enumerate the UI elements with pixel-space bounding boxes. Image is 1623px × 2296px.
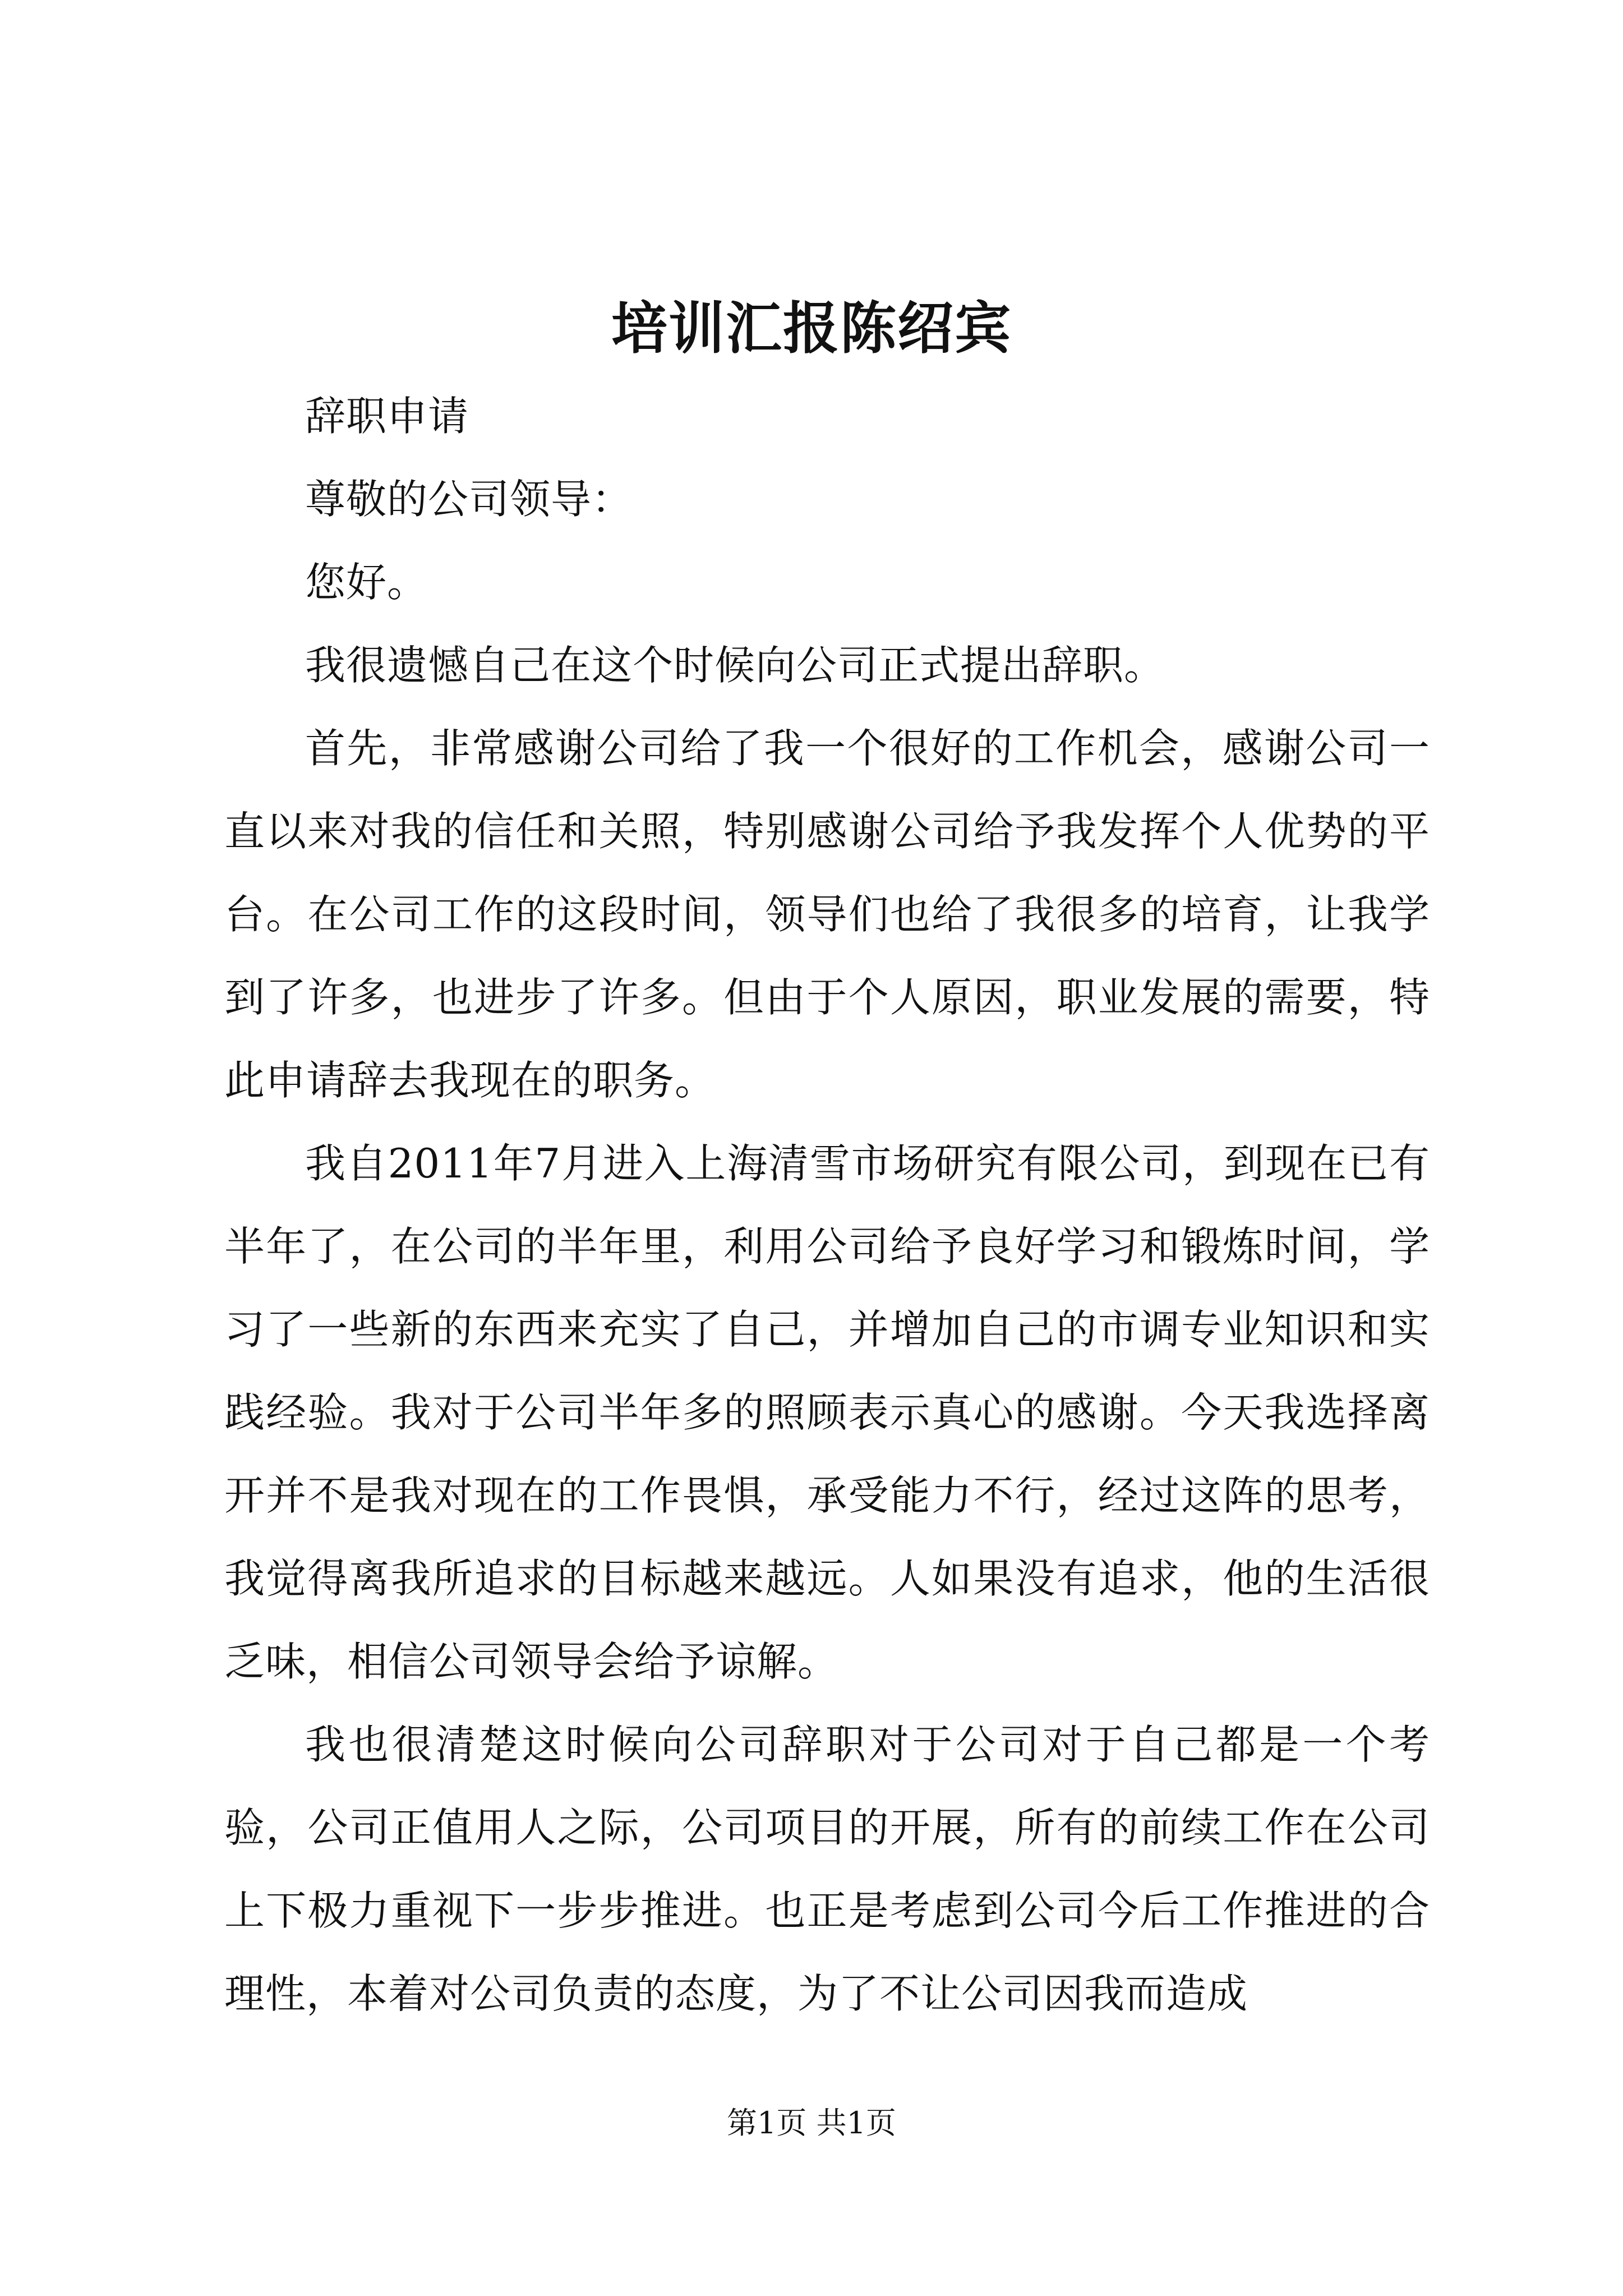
page-footer: 第1页 共1页 — [727, 2105, 896, 2141]
paragraph-salutation: 尊敬的公司领导： — [305, 476, 633, 523]
document-body — [224, 375, 1430, 2035]
paragraph-text: 首先，非常感谢公司给了我一个很好的工作机会，感谢公司一直以来对我的信任和关照，特别感谢公司给予我发挥个人优势的平台。在公司工作的这段时间，领导们也给了我很多的培育，让我学到了许多，也进步了许多。但由于个人原因，职业发展的需要，特此申请辞去我现在的职务。 — [224, 725, 1430, 1104]
paragraph-text: 我很遗憾自己在这个时候向公司正式提出辞职。 — [305, 642, 1165, 689]
document-title: 培训汇报陈绍宾 — [611, 295, 1012, 361]
paragraph-greeting: 您好。 — [305, 559, 428, 606]
paragraph-text: 我自2011年7月进入上海清雪市场研究有限公司，到现在已有半年了，在公司的半年里，利用公司给予良好学习和锻炼时间，学习了一些新的东西来充实了自己，并增加自己的市调专业知识和实践经验。我对于公司半年多的照顾表示真心的感谢。今天我选择离开并不是我对现在的工作畏惧，承受能力不行，经过这阵的思考，我觉得离我所追求的目标越来越远。人如果没有追求，他的生活很乏味，相信公司领导会给予谅解。 — [224, 1140, 1430, 1685]
paragraph-heading: 辞职申请 — [305, 393, 469, 440]
paragraph-text: 我也很清楚这时候向公司辞职对于公司对于自己都是一个考验，公司正值用人之际，公司项目的开展，所有的前续工作在公司上下极力重视下一步步推进。也正是考虑到公司今后工作推进的合理性，本着对公司负责的态度，为了不让公司因我而造成 — [224, 1721, 1430, 2017]
